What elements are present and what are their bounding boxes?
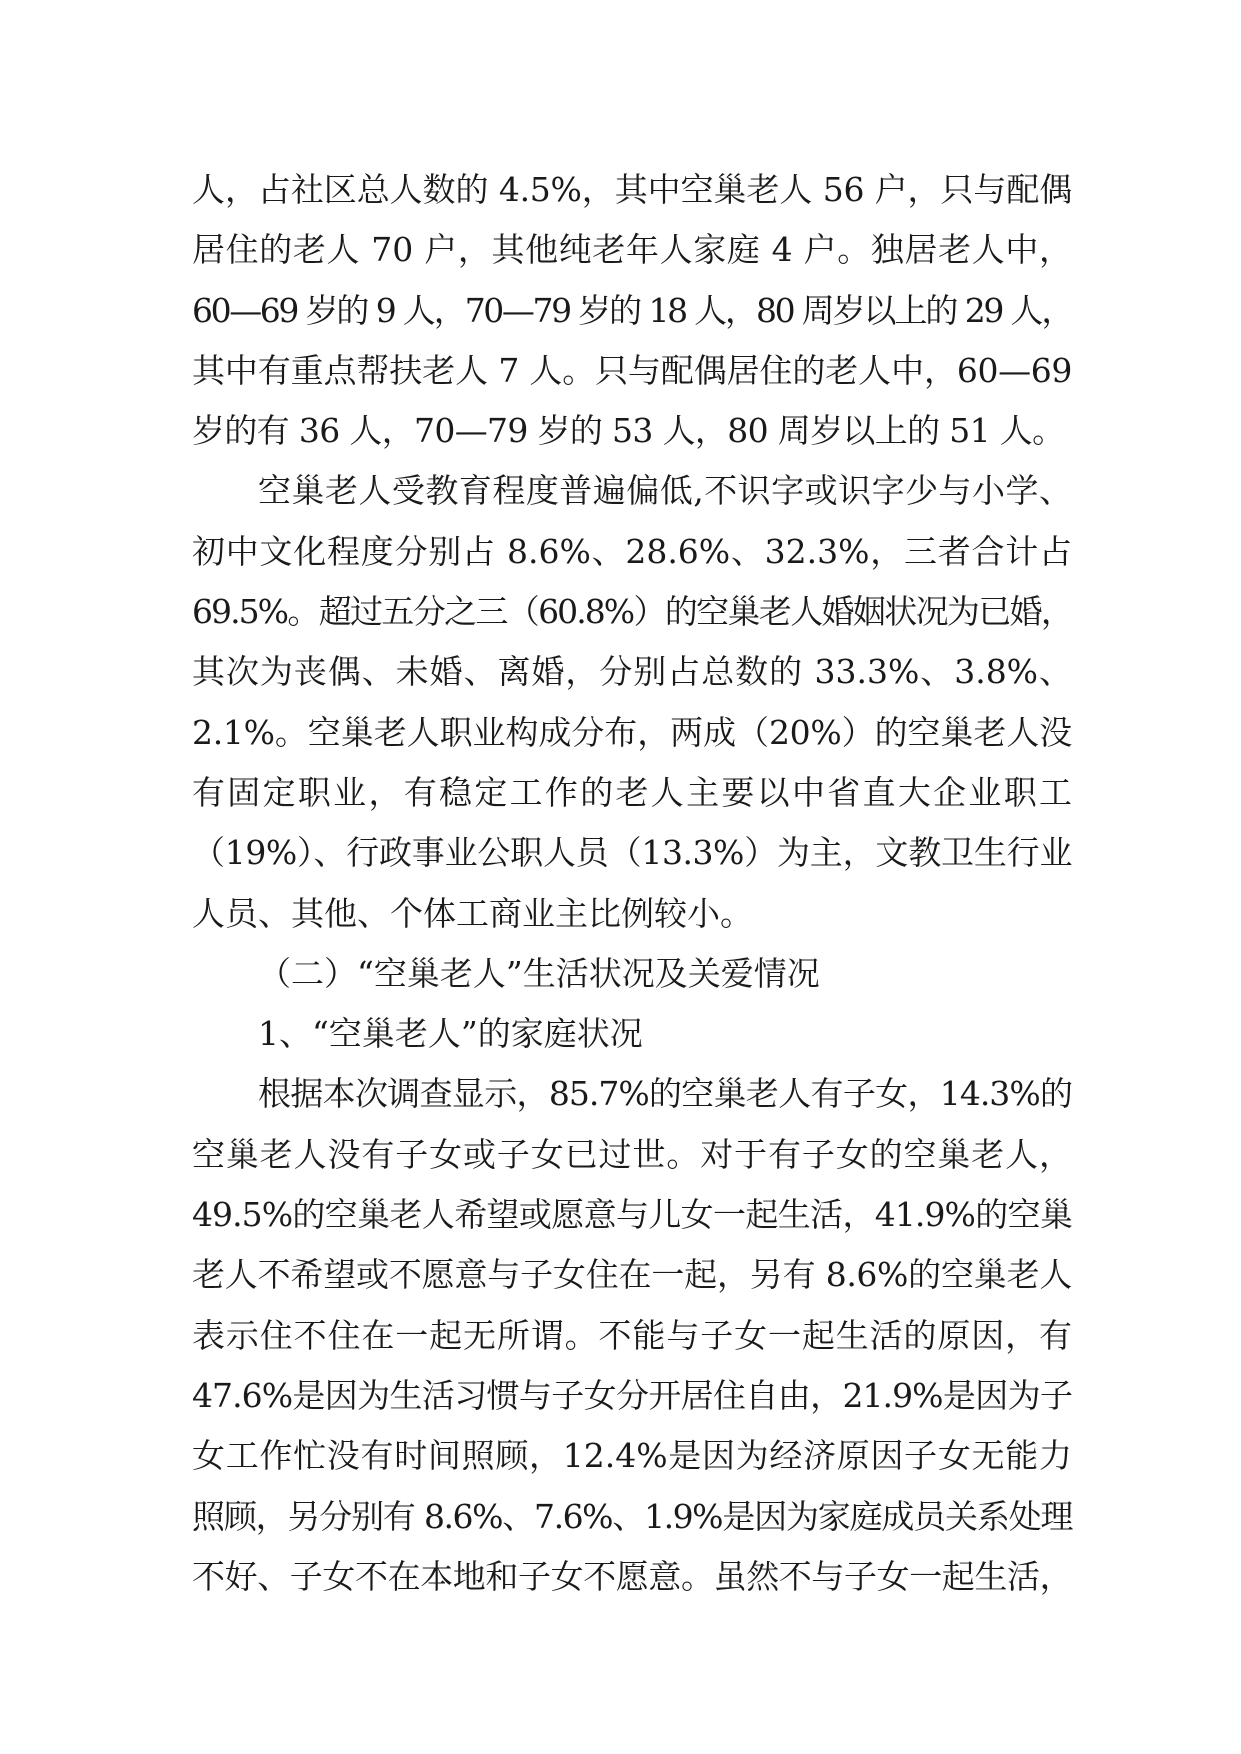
text-line: 照顾，另分别有 8.6%、7.6%、1.9%是因为家庭成员关系处理: [192, 1496, 1072, 1536]
paragraph-first-line: 根据本次调查显示，85.7%的空巢老人有子女，14.3%的: [258, 1074, 1072, 1114]
paragraph-first-line: 空巢老人受教育程度普遍偏低,不识字或识字少与小学、: [258, 471, 1072, 511]
text-line: 居住的老人 70 户，其他纯老年人家庭 4 户。独居老人中，: [192, 230, 1072, 270]
text-line: 49.5%的空巢老人希望或愿意与儿女一起生活，41.9%的空巢: [192, 1195, 1072, 1235]
text-line: 2.1%。空巢老人职业构成分布，两成（20%）的空巢老人没: [192, 712, 1072, 752]
text-line: （19%）、行政事业公职人员（13.3%）为主，文教卫生行业: [192, 833, 1072, 873]
text-line: 岁的有 36 人，70—79 岁的 53 人，80 周岁以上的 51 人。: [192, 411, 1065, 451]
subsection-heading: 1、“空巢老人”的家庭状况: [258, 1014, 643, 1054]
text-line: 初中文化程度分别占 8.6%、28.6%、32.3%，三者合计占: [192, 531, 1072, 571]
text-line: 女工作忙没有时间照顾，12.4%是因为经济原因子女无能力: [192, 1436, 1072, 1476]
body-text: [192, 160, 1072, 1607]
text-line: 有固定职业，有稳定工作的老人主要以中省直大企业职工: [192, 772, 1072, 812]
text-line: 不好、子女不在本地和子女不愿意。虽然不与子女一起生活，: [192, 1556, 1072, 1596]
text-line: 47.6%是因为生活习惯与子女分开居住自由，21.9%是因为子: [192, 1375, 1072, 1415]
text-line: 60—69 岁的 9 人，70—79 岁的 18 人，80 周岁以上的 29 人，: [192, 290, 1072, 330]
section-heading: （二）“空巢老人”生活状况及关爱情况: [258, 953, 820, 993]
text-line: 其次为丧偶、未婚、离婚，分别占总数的 33.3%、3.8%、: [192, 652, 1072, 692]
text-line: 人员、其他、个体工商业主比例较小。: [192, 893, 753, 933]
text-line: 表示住不住在一起无所谓。不能与子女一起生活的原因，有: [192, 1315, 1072, 1355]
text-line: 空巢老人没有子女或子女已过世。对于有子女的空巢老人，: [192, 1134, 1072, 1174]
text-line: 69.5%。超过五分之三（60.8%）的空巢老人婚姻状况为已婚，: [192, 592, 1072, 632]
text-line: 老人不希望或不愿意与子女住在一起，另有 8.6%的空巢老人: [192, 1255, 1072, 1295]
text-line: 人，占社区总人数的 4.5%，其中空巢老人 56 户，只与配偶: [192, 170, 1072, 209]
text-line: 其中有重点帮扶老人 7 人。只与配偶居住的老人中，60—69: [192, 350, 1072, 390]
